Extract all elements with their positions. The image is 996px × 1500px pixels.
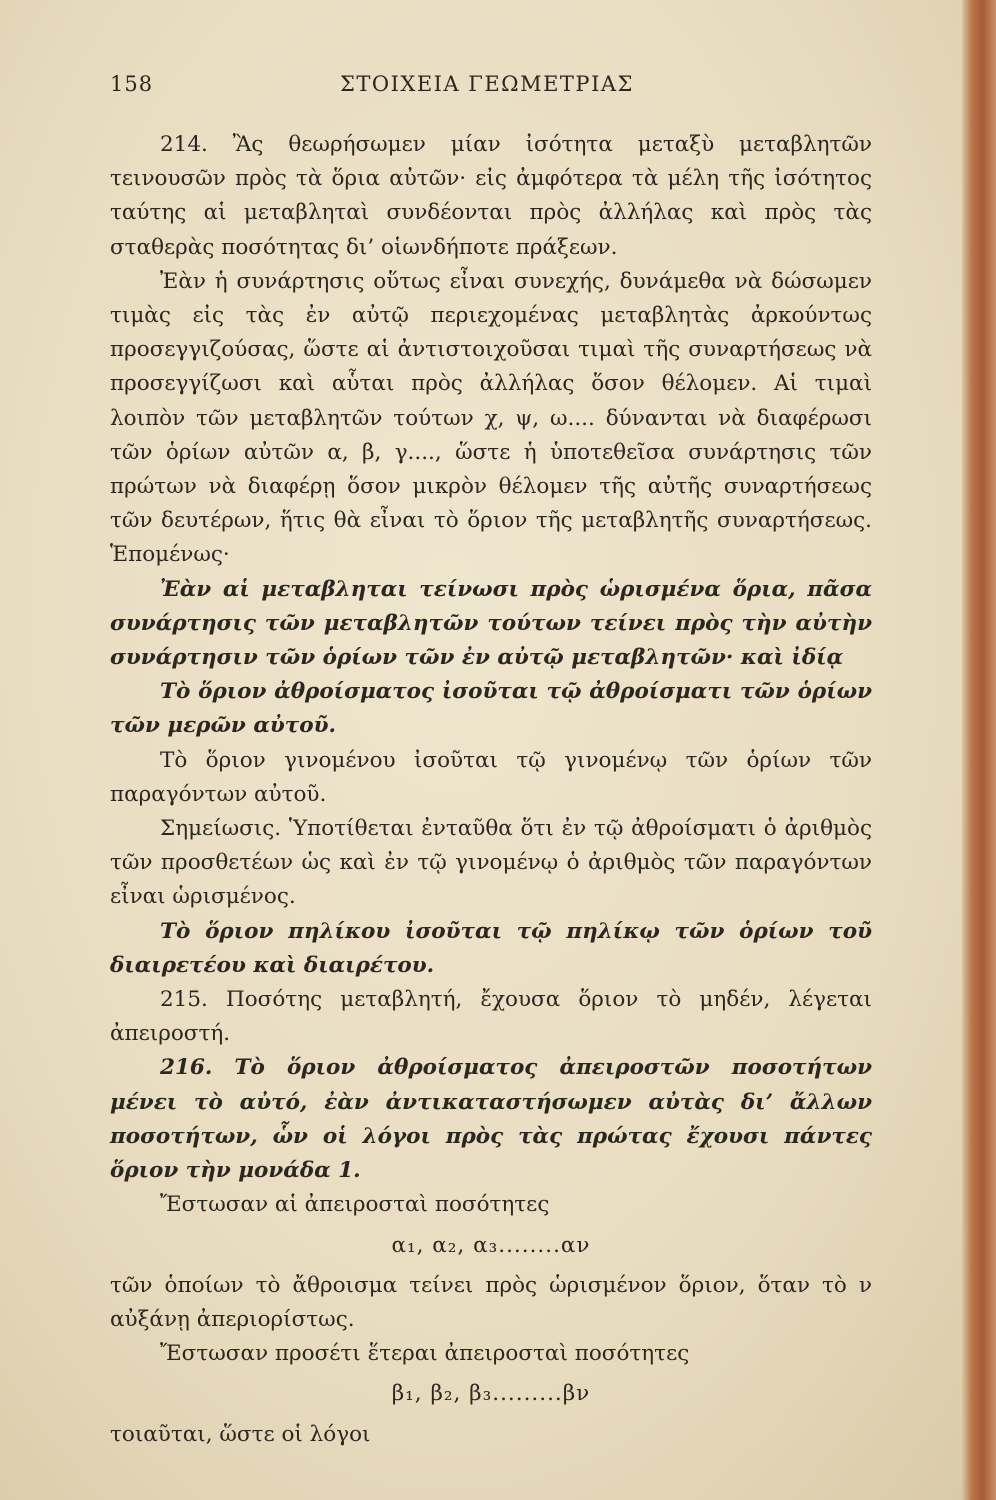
- paragraph-215: 215. Ποσότης μεταβλητή, ἔχουσα ὅριον τὸ μηδέν, λέγεται ἀπειροστή.: [110, 987, 872, 1047]
- page-body: [110, 128, 872, 1452]
- theorem-limits-functions: Ἐὰν αἱ μεταβληται τείνωσι πρὸς ὡρισμένα ὅρια, πᾶσα συνάρτησις τῶν μεταβλητῶν τούτων τείνει πρὸς τὴν αὐτὴν συνάρτησιν τῶν ὁρίων τῶν ἐν αὐτῷ μεταβλητῶν· καὶ ἰδίᾳ: [110, 576, 872, 671]
- paragraph-ratios: τοιαῦται, ὥστε οἱ λόγοι: [110, 1421, 371, 1447]
- paragraph-sum-limit: τῶν ὁποίων τὸ ἄθροισμα τείνει πρὸς ὡρισμένον ὅριον, ὅταν τὸ ν αὐξάνῃ ἀπεριορίστως.: [110, 1272, 872, 1332]
- theorem-limit-quotient: Τὸ ὅριον πηλίκου ἰσοῦται τῷ πηλίκῳ τῶν ὁρίων τοῦ διαιρετέου καὶ διαιρέτου.: [110, 918, 872, 978]
- running-title: ΣΤΟΙΧΕΙΑ ΓΕΩΜΕΤΡΙΑΣ: [340, 72, 634, 96]
- paragraph-continuity: Ἐὰν ἡ συνάρτησις οὕτως εἶναι συνεχής, δυνάμεθα νὰ δώσωμεν τιμὰς εἰς τὰς ἐν αὐτῷ περιεχομένας μεταβλητὰς ἀρκούντως προσεγγιζούσας, ὥστε αἱ ἀντιστοιχοῦσαι τιμαὶ τῆς συναρτήσεως νὰ προσεγγίζωσι καὶ αὗται πρὸς ἀλλήλας ὅσον θέλομεν. Αἱ τιμαὶ λοιπὸν τῶν μεταβλητῶν τούτων χ, ψ, ω.... δύνανται νὰ διαφέρωσι τῶν ὁρίων αὐτῶν α, β, γ...., ὥστε ἡ ὑποτεθεῖσα συνάρτησις τῶν πρώτων νὰ διαφέρῃ ὅσον μικρὸν θέλομεν τῆς αὐτῆς συναρτήσεως τῶν δευτέρων, ἥτις θὰ εἶναι τὸ ὅριον τῆς μεταβλητῆς συναρτήσεως. Ἑπομένως·: [110, 268, 872, 568]
- page-number: 158: [110, 72, 154, 96]
- paragraph-let-beta: Ἔστωσαν προσέτι ἕτεραι ἀπειροσταὶ ποσότητες: [160, 1341, 690, 1367]
- theorem-limit-sum: Τὸ ὅριον ἀθροίσματος ἰσοῦται τῷ ἀθροίσματι τῶν ὁρίων τῶν μερῶν αὐτοῦ.: [110, 679, 872, 739]
- paragraph-214: 214. Ἂς θεωρήσωμεν μίαν ἰσότητα μεταξὺ μεταβλητῶν τεινουσῶν πρὸς τὰ ὅρια αὐτῶν· εἰς ἀμφότερα τὰ μέλη τῆς ἰσότητος ταύτης αἱ μεταβληταὶ συνδέονται πρὸς ἀλλήλας καὶ πρὸς τὰς σταθερὰς ποσότητας δι’ οἱωνδήποτε πράξεων.: [110, 132, 872, 260]
- page-header: [110, 72, 870, 108]
- paragraph-216: 216. Τὸ ὅριον ἀθροίσματος ἀπειροστῶν ποσοτήτων μένει τὸ αὐτό, ἐὰν ἀντικαταστήσωμεν αὐτὰς δι’ ἄλλων ποσοτήτων, ὧν οἱ λόγοι πρὸς τὰς πρώτας ἔχουσι πάντες ὅριον τὴν μονάδα 1.: [110, 1055, 872, 1184]
- formula-alpha-sequence: α₁, α₂, α₃........αν: [391, 1232, 591, 1258]
- formula-beta-sequence: β₁, β₂, β₃.........βν: [391, 1381, 591, 1407]
- paragraph-let-alpha: Ἔστωσαν αἱ ἀπειροσταὶ ποσότητες: [160, 1192, 550, 1218]
- note-paragraph: Σημείωσις. Ὑποτίθεται ἐνταῦθα ὅτι ἐν τῷ ἀθροίσματι ὁ ἀριθμὸς τῶν προσθετέων ὡς καὶ ἐν τῷ γινομένῳ ὁ ἀριθμὸς τῶν παραγόντων εἶναι ὡρισμένος.: [110, 816, 872, 910]
- theorem-limit-product: Τὸ ὅριον γινομένου ἰσοῦται τῷ γινομένῳ τῶν ὁρίων τῶν παραγόντων αὐτοῦ.: [110, 747, 872, 807]
- book-spine-edge: [962, 0, 996, 1500]
